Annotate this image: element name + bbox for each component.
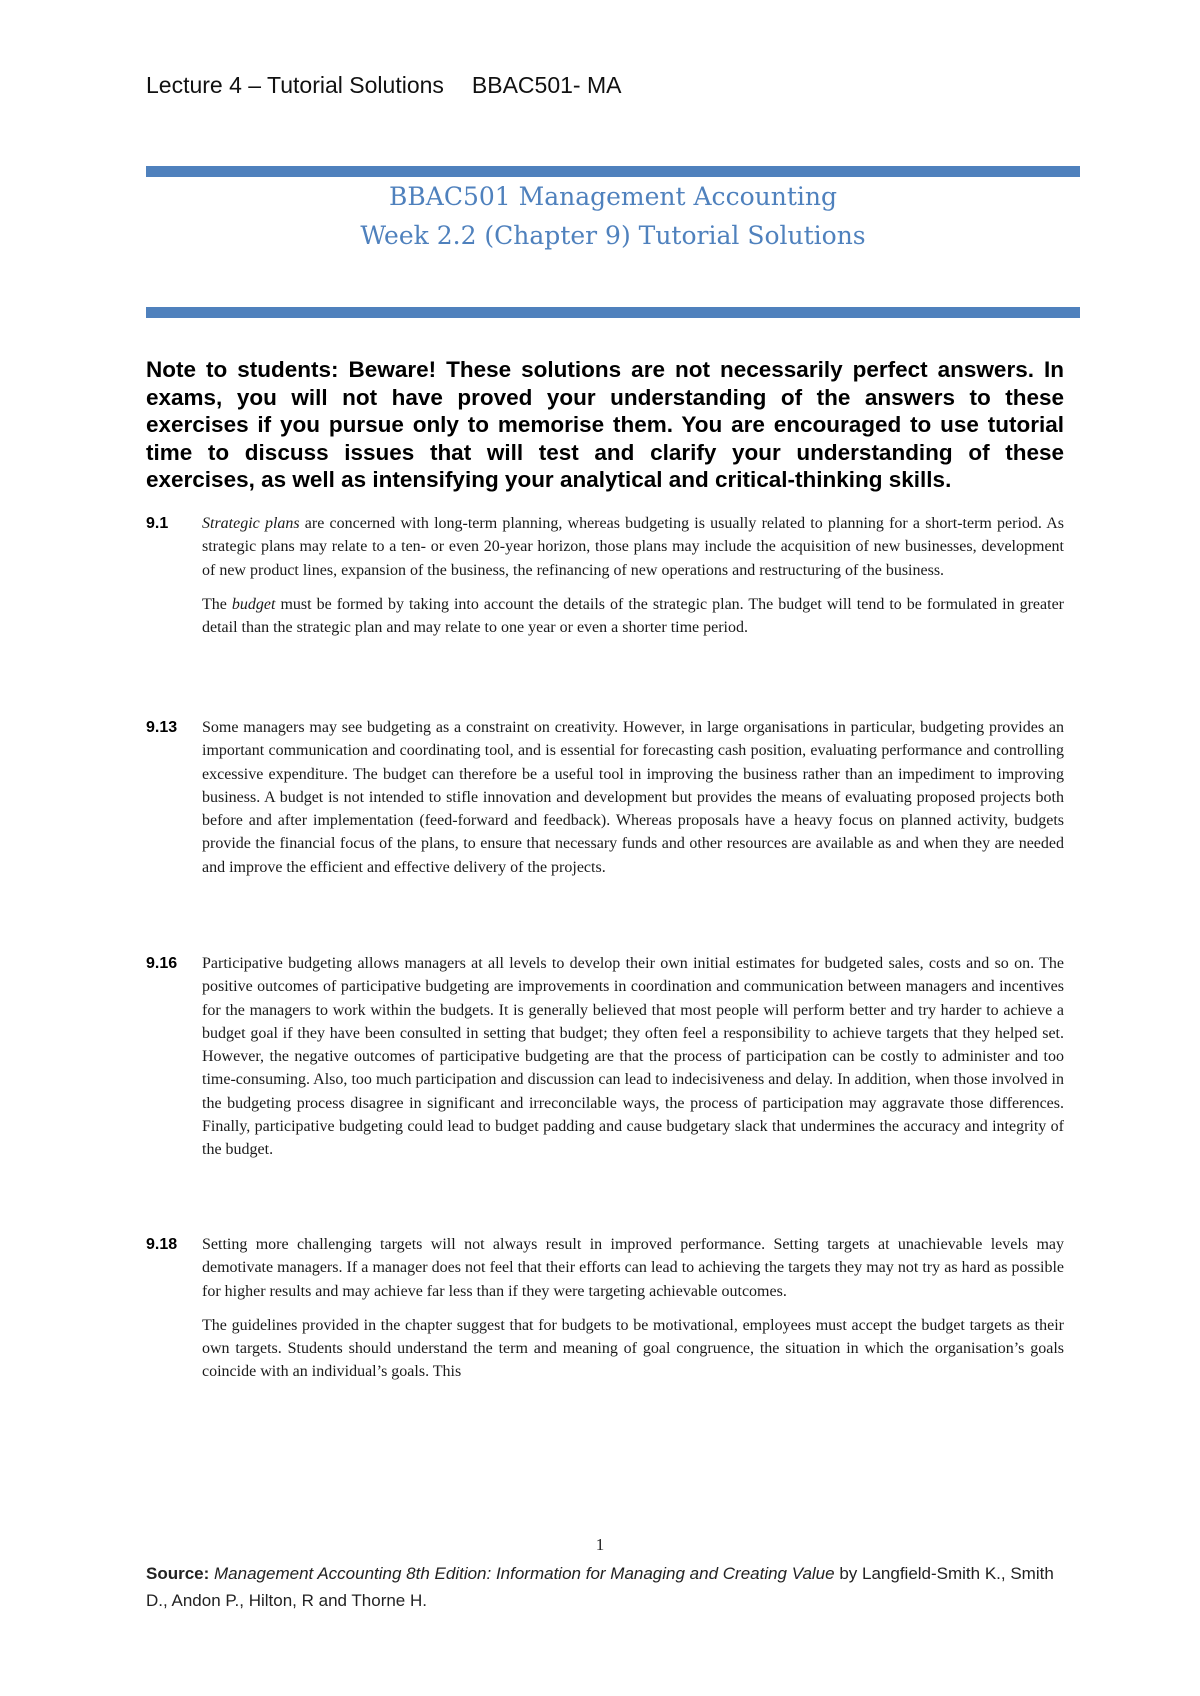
source-citation (146, 1560, 1076, 1614)
answer-paragraph: Some managers may see budgeting as a constraint on creativity. However, in large organisations in particular, budgeting provides an important communication and coordinating tool, and is essential for forecasting cash position, evaluating performance and controlling excessive expenditure. The budget can therefore be a useful tool in improving the business rather than an impediment to improving business. A budget is not intended to stifle innovation and development but provides the means of evaluating proposed projects both before and after implementation (feed-forward and feedback). Whereas proposals have a heavy focus on planned activity, budgets provide the financial focus of the plans, to ensure that necessary funds and other resources are available as and when they are needed and improve the efficient and effective delivery of the projects. (202, 719, 1064, 876)
note-to-students: Note to students: Beware! These solutions are not necessarily perfect answers. In exams, you will not have proved your understanding of the answers to these exercises if you pursue only to memorise them. You are encouraged to use tutorial time to discuss issues that will test and clarify your understanding of these exercises, as well as intensifying your analytical and critical-thinking skills. (146, 357, 1064, 493)
question-number: 9.1 (146, 515, 169, 532)
answer-text (202, 1233, 1064, 1384)
answer-paragraph: Setting more challenging targets will not always result in improved performance. Setting targets at unachievable levels may demotivate managers. If a manager does not feel that their efforts can lead to achieving the targets they may not try as hard as possible for higher results and may achieve far less than if they were targeting achievable outcomes. (202, 1236, 1064, 1300)
source-authors: by Langfield-Smith K., Smith D., Andon P., Hilton, R and Thorne H. (146, 1564, 1054, 1610)
term-strategic-plans: Strategic plans (202, 515, 300, 532)
source-label: Source: (146, 1564, 210, 1583)
answer-paragraph: The budget must be formed by taking into account the details of the strategic plan. The budget will tend to be formulated in greater detail than the strategic plan and may relate to one year or even a shorter time period. (202, 595, 1065, 637)
running-header (146, 72, 621, 99)
question-number: 9.13 (146, 719, 178, 736)
document-title: BBAC501 Management Accounting (389, 182, 837, 211)
answer-text (202, 952, 1064, 1162)
answer-paragraph: The guidelines provided in the chapter suggest that for budgets to be motivational, employees must accept the budget targets as their own targets. Students should understand the term and meaning of goal congruence, the situation in which the organisation’s goals coincide with an individual’s goals. This (202, 1316, 1064, 1381)
question-number: 9.18 (146, 1236, 178, 1253)
answer-text (202, 716, 1064, 879)
question-9-18 (146, 1233, 1064, 1395)
question-9-1 (146, 512, 1064, 650)
course-code: BBAC501- MA (471, 72, 622, 98)
title-rule-top (146, 166, 1080, 177)
document-subtitle: Week 2.2 (Chapter 9) Tutorial Solutions (360, 221, 866, 250)
question-9-13 (146, 716, 1064, 890)
title-rule-bottom (146, 307, 1080, 318)
question-number: 9.16 (146, 955, 178, 972)
term-budget: budget (231, 595, 276, 613)
source-book-title: Management Accounting 8th Edition: Information for Managing and Creating Value (209, 1564, 835, 1583)
answer-text (202, 512, 1064, 639)
lecture-title: Lecture 4 – Tutorial Solutions (146, 72, 444, 98)
answer-paragraph: Strategic plans are concerned with long-term planning, whereas budgeting is usually related to planning for a short-term period. As strategic plans may relate to a ten- or even 20-year horizon, those plans may include the acquisition of new businesses, development of new product lines, expansion of the business, the refinancing of new operations and restructuring of the business. (202, 515, 1065, 579)
question-9-16 (146, 952, 1064, 1173)
answer-paragraph: Participative budgeting allows managers at all levels to develop their own initial estimates for budgeted sales, costs and so on. The positive outcomes of participative budgeting are improvements in coordination and communication between managers and incentives for the managers to work within the budgets. It is generally believed that most people will perform better and try harder to achieve a budget goal if they have been consulted in setting that budget; they often feel a responsibility to achieve targets that they helped set. However, the negative outcomes of participative budgeting are that the process of participation can be costly to administer and too time-consuming. Also, too much participation and discussion can lead to indecisiveness and delay. In addition, when those involved in the budgeting process disagree in significant and irreconcilable ways, the process of participation may aggravate those differences. Finally, participative budgeting could lead to budget padding and cause budgetary slack that undermines the accuracy and integrity of the budget. (202, 955, 1064, 1159)
page-number: 1 (595, 1535, 605, 1554)
